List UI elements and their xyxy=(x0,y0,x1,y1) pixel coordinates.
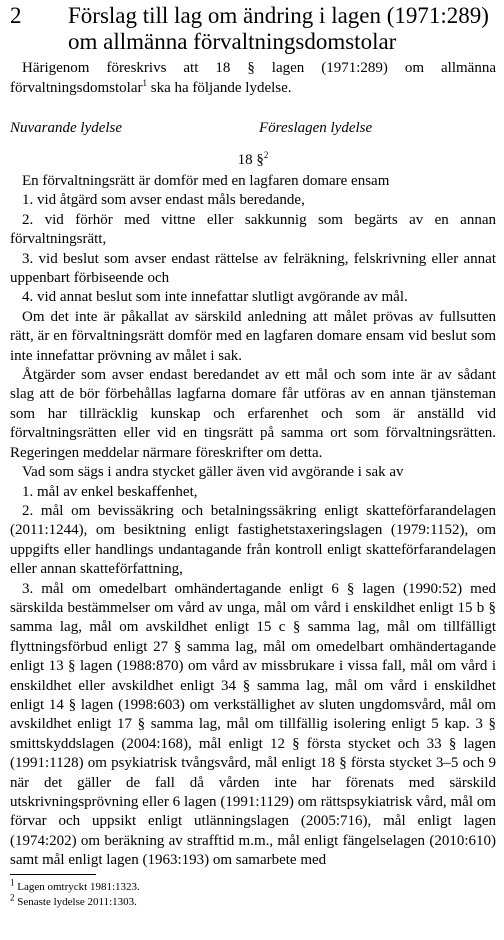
paragraph: 1. vid åtgärd som avser endast måls beredande, xyxy=(22,192,305,209)
law-text xyxy=(10,172,496,871)
footnote-1 xyxy=(10,877,140,894)
intro-text-after: ska ha följande lydelse. xyxy=(146,80,292,96)
paragraph: 4. vid annat beslut som inte innefattar slutligt avgörande av mål. xyxy=(22,289,408,306)
footnote-text-1: Lagen omtryckt 1981:1323. xyxy=(14,881,140,893)
footnote-ref-1[interactable]: 1 xyxy=(142,78,147,88)
paragraph: Åtgärder som avser endast beredandet av ett mål och som inte är av sådant slag att de bör förbehållas lagfarna domare får utföras av en annan tjänsteman som har tillräcklig kunskap och erfarenhet och som är anställd vid förvaltningsrätten eller vid en tingsrätt på samma ort som förvaltningsrätten. Regeringen meddelar närmare föreskrifter om detta. xyxy=(10,367,496,461)
paragraph: 2. mål om bevissäkring och betalningssäkring enligt skatteförfarandelagen (2011:1244), om besiktning enligt fastighetstaxeringslagen (1979:1152), om uppgifts eller handlings undantagande från kontroll enligt skatteförfarandelagen eller annan skatteförfattning, xyxy=(10,502,496,578)
paragraph: Om det inte är påkallat av särskild anledning att målet prövas av fullsutten rätt, är en förvaltningsrätt domför med en lagfaren domare ensam vid beslut som inte innefattar prövning av målet i sak. xyxy=(10,308,496,364)
section-heading xyxy=(10,150,496,170)
intro-paragraph xyxy=(10,58,496,98)
heading-title: Förslag till lag om ändring i lagen (1971:289) om allmänna förvaltningsdomstolar xyxy=(68,3,489,54)
column-header-current: Nuvarande lydelse xyxy=(10,120,123,136)
section-label: 18 § xyxy=(237,152,264,168)
footnote-divider xyxy=(10,874,96,875)
paragraph: 3. vid beslut som avser endast rättelse av felräkning, felskrivning eller annat uppenbart förbiseende och xyxy=(10,250,496,287)
paragraph: En förvaltningsrätt är domför med en lagfaren domare ensam xyxy=(22,173,390,189)
footnote-mark-2: 2 xyxy=(10,892,15,903)
footnote-ref-2[interactable]: 2 xyxy=(263,150,269,160)
heading-number: 2 xyxy=(10,3,22,28)
column-header-proposed: Föreslagen lydelse xyxy=(259,120,373,136)
intro-text: Härigenom föreskrivs att 18 § lagen (1971:289) om allmänna förvaltningsdomstolar xyxy=(10,60,496,96)
footnote-mark-1: 1 xyxy=(10,877,15,888)
footnote-text-2: Senaste lydelse 2011:1303. xyxy=(14,896,137,908)
paragraph: 2. vid förhör med vittne eller sakkunnig som begärts av en annan förvaltningsrätt, xyxy=(10,211,496,248)
footnote-2 xyxy=(10,892,137,909)
paragraph: 3. mål om omedelbart omhändertagande enligt 6 § lagen (1990:52) med särskilda bestämmelser om vård av unga, mål om vård i enskildhet enligt 15 b § samma lag, mål om avskildhet enligt 15 c § samma lag, mål om tillfälligt flyttningsförbud enligt 27 § samma lag, mål om omedelbart omhändertagande enligt 13 § lagen (1988:870) om vård av missbrukare i vissa fall, mål om vård i enskildhet eller avskildhet enligt 34 § samma lag, mål om vård i enskildhet enligt 14 § lagen (1998:603) om verkställighet av sluten ungdomsvård, mål om avskildhet enligt 17 § samma lag, mål om tillfällig isolering enligt 5 kap. 3 § smittskyddslagen (2004:168), mål enligt 12 § första stycket och 33 § lagen (1991:1128) om psykiatrisk tvångsvård, mål enligt 18 § första stycket 3–5 och 9 när det gäller de fall då vården inte har förenats med särskild utskrivningsprövning eller 6 lagen (1991:1129) om rättspsykiatrisk vård, mål om förvar och uppsikt enligt utlänningslagen (2005:716), mål enligt lagen (1974:202) om beräkning av strafftid m.m., mål enligt fängelselagen (2010:610) samt mål enligt lagen (1963:193) om samarbete med xyxy=(10,580,496,869)
paragraph: 1. mål av enkel beskaffenhet, xyxy=(22,483,198,500)
paragraph: Vad som sägs i andra stycket gäller även vid avgörande i sak av xyxy=(22,464,404,481)
